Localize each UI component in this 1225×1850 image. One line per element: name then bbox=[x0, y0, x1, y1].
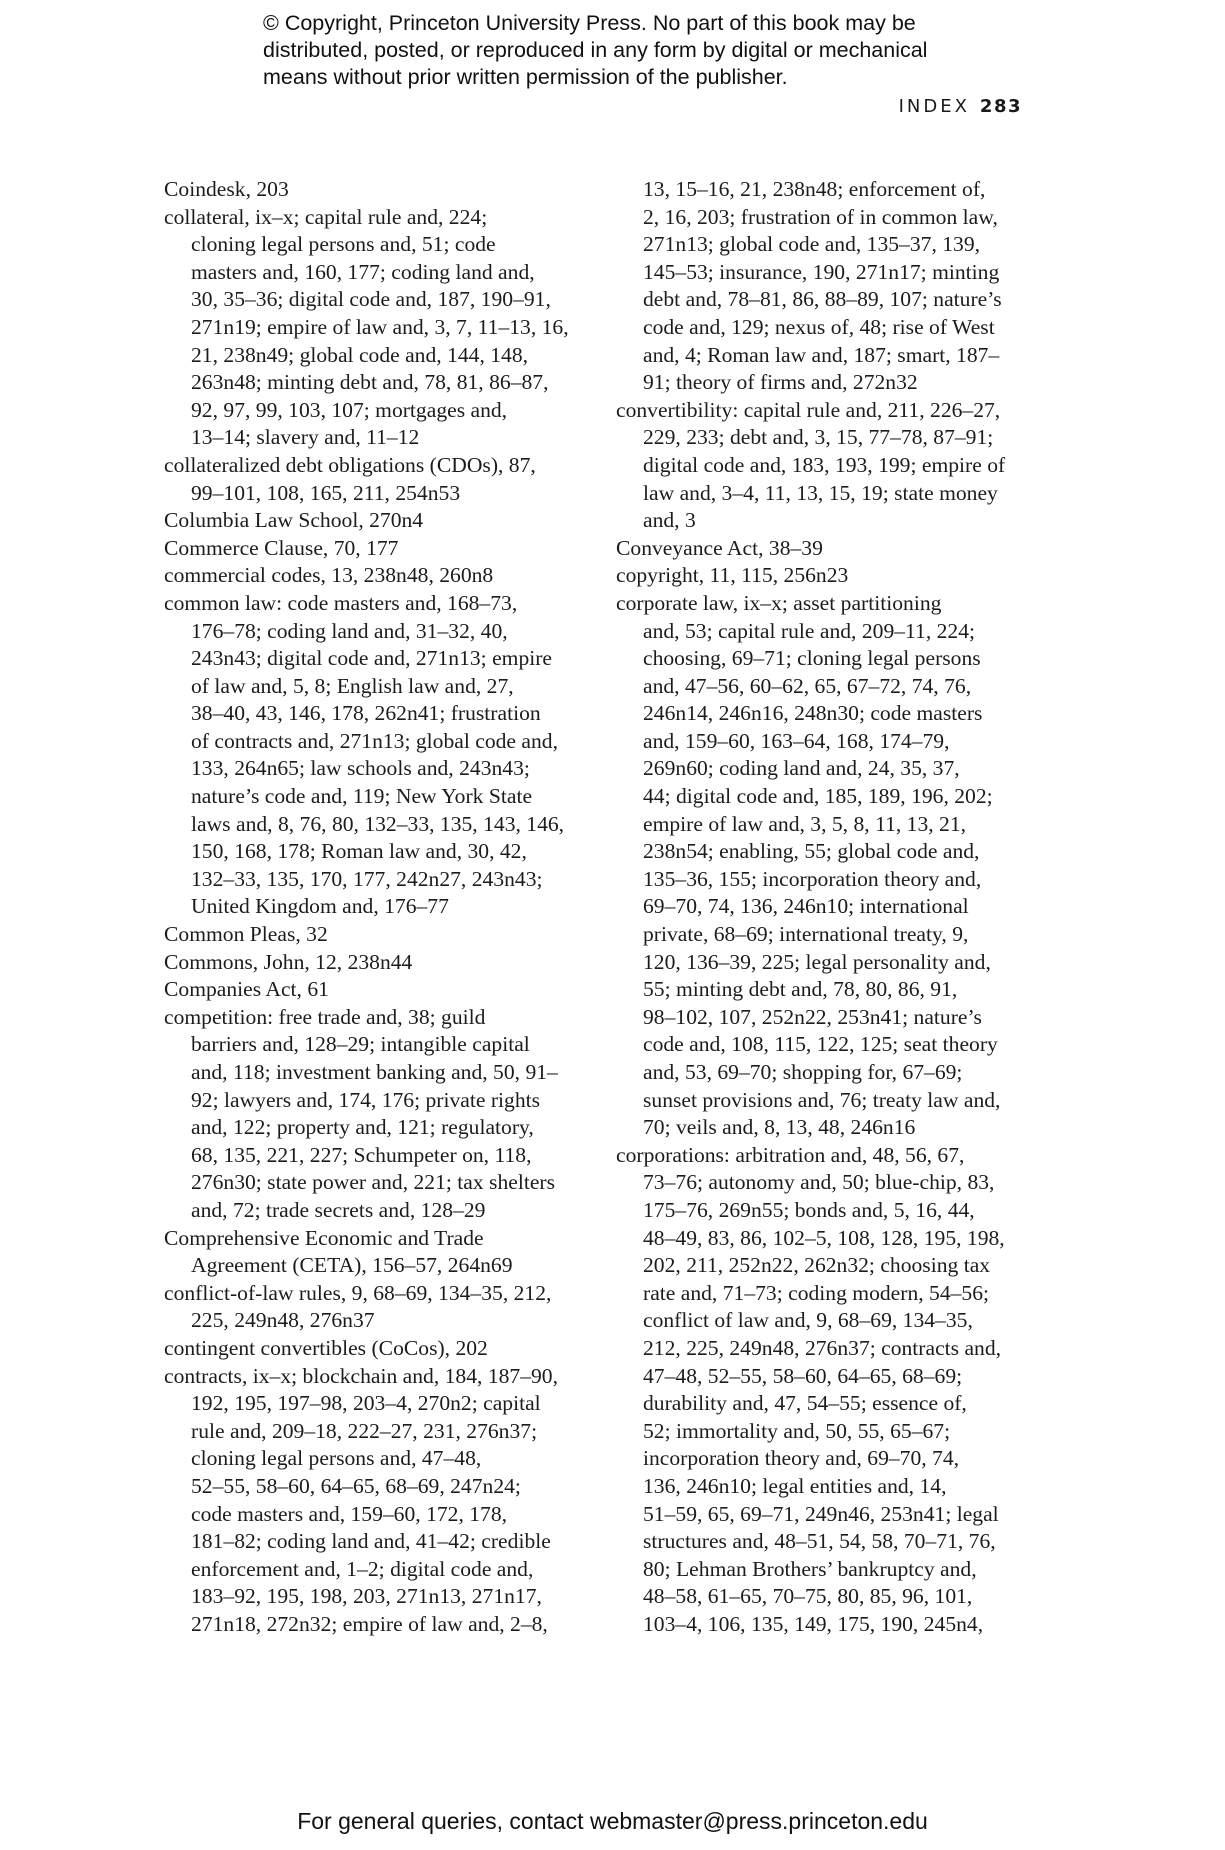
index-entry-subline: 202, 211, 252n22, 262n32; choosing tax bbox=[643, 1253, 991, 1278]
index-entry-subline: 68, 135, 221, 227; Schumpeter on, 118, bbox=[191, 1142, 532, 1167]
index-entry bbox=[164, 176, 604, 204]
index-entry-subline: 47–48, 52–55, 58–60, 64–65, 68–69; bbox=[643, 1363, 963, 1388]
index-entry-headword-line: Conveyance Act, 38–39 bbox=[616, 535, 823, 560]
index-entry-subline: 55; minting debt and, 78, 80, 86, 91, bbox=[643, 977, 958, 1002]
index-entry bbox=[164, 921, 604, 949]
index-entry-subline: 73–76; autonomy and, 50; blue-chip, 83, bbox=[643, 1170, 995, 1195]
index-entry-subline: 181–82; coding land and, 41–42; credible bbox=[191, 1529, 551, 1554]
index-entry-subline: 225, 249n48, 276n37 bbox=[191, 1308, 375, 1333]
index-entry bbox=[164, 204, 604, 452]
index-entry-subline: cloning legal persons and, 47–48, bbox=[191, 1446, 482, 1471]
index-entry-subline: code and, 129; nexus of, 48; rise of West bbox=[643, 314, 995, 339]
copyright-notice bbox=[263, 10, 1023, 91]
index-entry-headword-line: collateral, ix–x; capital rule and, 224; bbox=[164, 204, 488, 229]
index-entry bbox=[164, 1004, 604, 1225]
index-entry-subline: masters and, 160, 177; coding land and, bbox=[191, 259, 535, 284]
index-entry-subline: structures and, 48–51, 54, 58, 70–71, 76, bbox=[643, 1529, 996, 1554]
index-entry-subline: 246n14, 246n16, 248n30; code masters bbox=[643, 701, 983, 726]
index-entry-headword-line: competition: free trade and, 38; guild bbox=[164, 1004, 486, 1029]
index-entry-subline: 276n30; state power and, 221; tax shelters bbox=[191, 1170, 556, 1195]
index-entry-subline: 52; immortality and, 50, 55, 65–67; bbox=[643, 1418, 951, 1443]
index-entry-subline: 51–59, 65, 69–71, 249n46, 253n41; legal bbox=[643, 1501, 999, 1526]
index-entry-subline: cloning legal persons and, 51; code bbox=[191, 232, 496, 257]
index-entry-subline: 69–70, 74, 136, 246n10; international bbox=[643, 894, 969, 919]
index-entry-headword-line: Comprehensive Economic and Trade bbox=[164, 1225, 484, 1250]
index-entry bbox=[164, 562, 604, 590]
index-entry bbox=[616, 397, 1056, 535]
index-entry-subline: incorporation theory and, 69–70, 74, bbox=[643, 1446, 960, 1471]
index-entry-subline: 238n54; enabling, 55; global code and, bbox=[643, 839, 980, 864]
index-entry bbox=[164, 507, 604, 535]
index-entry-subline: United Kingdom and, 176–77 bbox=[191, 894, 449, 919]
index-entry-subline: 70; veils and, 8, 13, 48, 246n16 bbox=[643, 1115, 916, 1140]
index-entry-subline: enforcement and, 1–2; digital code and, bbox=[191, 1556, 534, 1581]
index-entry-subline: digital code and, 183, 193, 199; empire of bbox=[643, 452, 1006, 477]
index-entry-subline: law and, 3–4, 11, 13, 15, 19; state money bbox=[643, 480, 998, 505]
index-entry-subline: and, 53; capital rule and, 209–11, 224; bbox=[643, 618, 976, 643]
index-entry-subline: 2, 16, 203; frustration of in common law, bbox=[643, 204, 998, 229]
index-entry-subline: 269n60; coding land and, 24, 35, 37, bbox=[643, 756, 960, 781]
index-entry-subline: 150, 168, 178; Roman law and, 30, 42, bbox=[191, 839, 527, 864]
index-entry-subline: and, 118; investment banking and, 50, 91– bbox=[191, 1060, 558, 1084]
index-entry-subline: 21, 238n49; global code and, 144, 148, bbox=[191, 342, 529, 367]
index-entry-subline: empire of law and, 3, 5, 8, 11, 13, 21, bbox=[643, 811, 967, 836]
index-entry-subline: code and, 108, 115, 122, 125; seat theory bbox=[643, 1032, 998, 1057]
index-entry-subline: Agreement (CETA), 156–57, 264n69 bbox=[191, 1253, 513, 1278]
index-entry-headword-line: convertibility: capital rule and, 211, 226–27, bbox=[616, 397, 1001, 422]
index-entry-subline: 145–53; insurance, 190, 271n17; minting bbox=[643, 259, 1000, 284]
index-entry bbox=[164, 1280, 604, 1335]
index-entry-subline: 271n18, 272n32; empire of law and, 2–8, bbox=[191, 1611, 548, 1636]
index-entry-subline: 132–33, 135, 170, 177, 242n27, 243n43; bbox=[191, 866, 543, 891]
index-entry-subline: sunset provisions and, 76; treaty law and, bbox=[643, 1087, 1001, 1112]
index-entry-subline: 103–4, 106, 135, 149, 175, 190, 245n4, bbox=[643, 1611, 984, 1636]
index-entry-subline: 91; theory of firms and, 272n32 bbox=[643, 370, 918, 395]
index-entry-headword-line: contracts, ix–x; blockchain and, 184, 187–90, bbox=[164, 1363, 559, 1388]
index-entry-subline: and, 159–60, 163–64, 168, 174–79, bbox=[643, 728, 950, 753]
page-number: 283 bbox=[979, 96, 1022, 117]
index-entry-subline: and, 47–56, 60–62, 65, 67–72, 74, 76, bbox=[643, 673, 972, 698]
index-entry-subline: 38–40, 43, 146, 178, 262n41; frustration bbox=[191, 701, 541, 726]
index-entry-subline: 271n13; global code and, 135–37, 139, bbox=[643, 232, 981, 257]
index-entry-subline: 30, 35–36; digital code and, 187, 190–91, bbox=[191, 287, 551, 312]
index-entry-subline: and, 53, 69–70; shopping for, 67–69; bbox=[643, 1060, 963, 1084]
index-entry-subline: 133, 264n65; law schools and, 243n43; bbox=[191, 756, 530, 781]
index-entry-headword-line: Commons, John, 12, 238n44 bbox=[164, 949, 413, 974]
index-entry-subline: 192, 195, 197–98, 203–4, 270n2; capital bbox=[191, 1391, 541, 1416]
index-entry-subline: 92; lawyers and, 174, 176; private rights bbox=[191, 1087, 541, 1112]
index-entry bbox=[616, 1142, 1056, 1639]
index-entry bbox=[616, 562, 1056, 590]
index-entry-subline: choosing, 69–71; cloning legal persons bbox=[643, 646, 981, 671]
index-entry-subline: 13, 15–16, 21, 238n48; enforcement of, bbox=[643, 177, 986, 201]
index-entry-headword-line: contingent convertibles (CoCos), 202 bbox=[164, 1335, 488, 1360]
index-entry-subline: rule and, 209–18, 222–27, 231, 276n37; bbox=[191, 1418, 538, 1443]
index-entry-subline: 135–36, 155; incorporation theory and, bbox=[643, 866, 982, 891]
index-column-right bbox=[616, 176, 1056, 1638]
index-entry bbox=[164, 452, 604, 507]
copyright-line: © Copyright, Princeton University Press. No part of this book may be bbox=[263, 11, 916, 35]
index-entry-headword-line: collateralized debt obligations (CDOs), 87, bbox=[164, 452, 536, 477]
index-entry-subline: private, 68–69; international treaty, 9, bbox=[643, 922, 969, 947]
index-entry-subline: 80; Lehman Brothers’ bankruptcy and, bbox=[643, 1556, 977, 1581]
index-entry-subline: and, 4; Roman law and, 187; smart, 187– bbox=[643, 342, 1000, 367]
index-entry bbox=[164, 535, 604, 563]
index-entry-subline: barriers and, 128–29; intangible capital bbox=[191, 1032, 530, 1057]
index-entry-subline: 52–55, 58–60, 64–65, 68–69, 247n24; bbox=[191, 1473, 521, 1498]
index-entry-subline: 48–58, 61–65, 70–75, 80, 85, 96, 101, bbox=[643, 1584, 973, 1609]
index-entry-subline: 48–49, 83, 86, 102–5, 108, 128, 195, 198, bbox=[643, 1225, 1005, 1250]
index-entry bbox=[164, 1225, 604, 1280]
index-entry-subline: durability and, 47, 54–55; essence of, bbox=[643, 1391, 967, 1416]
index-entry-headword-line: corporate law, ix–x; asset partitioning bbox=[616, 590, 942, 615]
index-entry-subline: 136, 246n10; legal entities and, 14, bbox=[643, 1473, 947, 1498]
index-entry-subline: 229, 233; debt and, 3, 15, 77–78, 87–91; bbox=[643, 425, 994, 450]
index-entry bbox=[164, 1335, 604, 1363]
index-entry-headword-line: Common Pleas, 32 bbox=[164, 922, 328, 947]
copyright-line: distributed, posted, or reproduced in any form by digital or mechanical bbox=[263, 38, 928, 62]
index-entry-subline: of law and, 5, 8; English law and, 27, bbox=[191, 673, 514, 698]
index-entry bbox=[616, 176, 1056, 397]
index-entry-subline: laws and, 8, 76, 80, 132–33, 135, 143, 146, bbox=[191, 811, 565, 836]
index-entry bbox=[164, 590, 604, 921]
index-entry-subline: 98–102, 107, 252n22, 253n41; nature’s bbox=[643, 1004, 982, 1029]
index-entry-subline: of contracts and, 271n13; global code and, bbox=[191, 728, 558, 753]
index-entry-subline: rate and, 71–73; coding modern, 54–56; bbox=[643, 1280, 990, 1305]
index-entry-subline: 271n19; empire of law and, 3, 7, 11–13, 16, bbox=[191, 314, 569, 339]
index-column-left bbox=[164, 176, 604, 1638]
index-entry-subline: 212, 225, 249n48, 276n37; contracts and, bbox=[643, 1335, 1002, 1360]
index-entry-subline: 243n43; digital code and, 271n13; empire bbox=[191, 646, 553, 671]
index-entry-subline: 183–92, 195, 198, 203, 271n13, 271n17, bbox=[191, 1584, 542, 1609]
copyright-line: means without prior written permission of the publisher. bbox=[263, 65, 788, 89]
index-entry-subline: 13–14; slavery and, 11–12 bbox=[191, 425, 420, 450]
index-entry-headword-line: Commerce Clause, 70, 177 bbox=[164, 535, 399, 560]
index-entry-headword-line: Coindesk, 203 bbox=[164, 177, 289, 201]
index-entry-headword-line: corporations: arbitration and, 48, 56, 67, bbox=[616, 1142, 965, 1167]
index-entry-subline: 175–76, 269n55; bonds and, 5, 16, 44, bbox=[643, 1197, 975, 1222]
running-head bbox=[899, 96, 1022, 117]
index-entry-headword-line: common law: code masters and, 168–73, bbox=[164, 590, 518, 615]
index-entry-headword-line: Companies Act, 61 bbox=[164, 977, 329, 1002]
footer-contact: For general queries, contact webmaster@press.princeton.edu bbox=[297, 1808, 928, 1834]
index-entry-subline: 44; digital code and, 185, 189, 196, 202; bbox=[643, 784, 993, 809]
index-entry-subline: 99–101, 108, 165, 211, 254n53 bbox=[191, 480, 461, 505]
index-entry-headword-line: copyright, 11, 115, 256n23 bbox=[616, 563, 849, 588]
index-entry-subline: 92, 97, 99, 103, 107; mortgages and, bbox=[191, 397, 508, 422]
index-entry-subline: and, 122; property and, 121; regulatory, bbox=[191, 1115, 534, 1140]
index-entry-subline: and, 72; trade secrets and, 128–29 bbox=[191, 1197, 486, 1222]
index-entry bbox=[164, 949, 604, 977]
index-entry-subline: debt and, 78–81, 86, 88–89, 107; nature’s bbox=[643, 287, 1002, 312]
index-entry-subline: nature’s code and, 119; New York State bbox=[191, 784, 533, 809]
index-entry bbox=[164, 1363, 604, 1639]
index-entry-subline: conflict of law and, 9, 68–69, 134–35, bbox=[643, 1308, 973, 1333]
index-entry bbox=[616, 535, 1056, 563]
index-entry bbox=[616, 590, 1056, 1142]
index-entry-subline: 176–78; coding land and, 31–32, 40, bbox=[191, 618, 508, 643]
section-title: INDEX bbox=[898, 96, 970, 117]
index-entry-subline: 263n48; minting debt and, 78, 81, 86–87, bbox=[191, 370, 549, 395]
index-entry-subline: 120, 136–39, 225; legal personality and, bbox=[643, 949, 991, 974]
index-entry-headword-line: conflict-of-law rules, 9, 68–69, 134–35, 212, bbox=[164, 1280, 552, 1305]
index-entry-headword-line: commercial codes, 13, 238n48, 260n8 bbox=[164, 563, 494, 588]
index-entry-subline: and, 3 bbox=[643, 508, 696, 533]
index-entry bbox=[164, 976, 604, 1004]
index-entry-headword-line: Columbia Law School, 270n4 bbox=[164, 508, 424, 533]
index-entry-subline: code masters and, 159–60, 172, 178, bbox=[191, 1501, 508, 1526]
